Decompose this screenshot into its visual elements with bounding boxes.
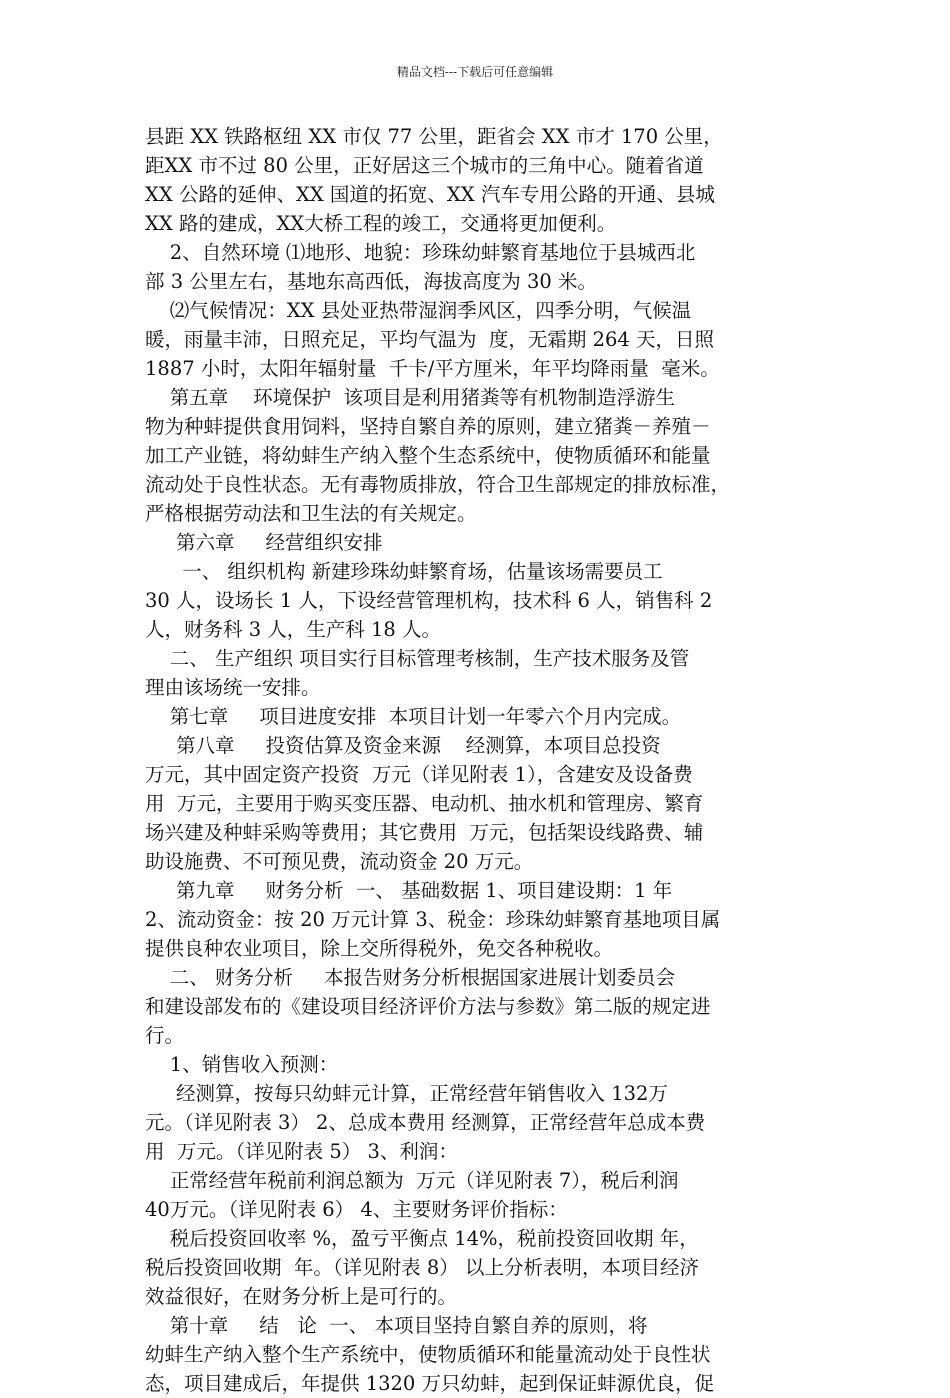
text-line: 40万元。（详见附表 6） 4、主要财务评价指标： xyxy=(145,1198,568,1221)
text-line: 2、自然环境 ⑴地形、地貌：珍珠幼蚌繁育基地位于县城西北 xyxy=(145,241,696,264)
text-line: 人，财务科 3 人，生产科 18 人。 xyxy=(145,618,442,641)
text-line: 二、 生产组织 项目实行目标管理考核制，生产技术服务及管 xyxy=(145,647,690,670)
text-line: 效益很好，在财务分析上是可行的。 xyxy=(145,1285,458,1308)
text-line: 1、销售收入预测： xyxy=(145,1053,339,1076)
chapter-6-heading: 第六章 经营组织安排 xyxy=(145,531,383,554)
text-line: 用 万元，主要用于购买变压器、电动机、抽水机和管理房、繁育 xyxy=(145,792,704,815)
text-line: 暖，雨量丰沛，日照充足，平均气温为 度，无霜期 264 天，日照 xyxy=(145,328,715,351)
text-line: 理由该场统一安排。 xyxy=(145,676,321,699)
text-line: XX 路的建成，XX大桥工程的竣工，交通将更加便利。 xyxy=(145,212,617,235)
text-line: 元。（详见附表 3） 2、总成本费用 经测算，正常经营年总成本费 xyxy=(145,1111,706,1134)
text-line: ⑵气候情况：XX 县处亚热带湿润季风区，四季分明，气候温 xyxy=(145,299,692,322)
text-line: 幼蚌生产纳入整个生产系统中，使物质循环和能量流动处于良性状 xyxy=(145,1343,711,1366)
text-line: 行。 xyxy=(145,1024,185,1047)
text-line: 县距 XX 铁路枢纽 XX 市仅 77 公里，距省会 XX 市才 170 公里， xyxy=(145,125,723,148)
text-line: 用 万元。（详见附表 5） 3、利润： xyxy=(145,1140,458,1163)
text-line: 提供良种农业项目，除上交所得税外，免交各种税收。 xyxy=(145,937,614,960)
text-line: 正常经营年税前利润总额为 万元（详见附表 7），税后利润 xyxy=(145,1169,679,1192)
text-line: 税后投资回收期 年。（详见附表 8） 以上分析表明，本项目经济 xyxy=(145,1256,699,1279)
text-line: 税后投资回收率 %，盈亏平衡点 14%，税前投资回收期 年， xyxy=(145,1227,699,1250)
text-line: 和建设部发布的《建设项目经济评价方法与参数》第二版的规定进 xyxy=(145,995,711,1018)
text-line: 距XX 市不过 80 公里，正好居这三个城市的三角中心。随着省道 xyxy=(145,154,704,177)
text-line: 部 3 公里左右，基地东高西低，海拔高度为 30 米。 xyxy=(145,270,598,293)
text-line: 30 人，设场长 1 人，下设经营管理机构，技术科 6 人，销售科 2 xyxy=(145,589,713,612)
chapter-9-line: 第九章 财务分析 一、 基础数据 1、项目建设期：1 年 xyxy=(145,879,673,902)
chapter-8-line: 第八章 投资估算及资金来源 经测算，本项目总投资 xyxy=(145,734,661,757)
text-line: 严格根据劳动法和卫生法的有关规定。 xyxy=(145,502,477,525)
text-line: 万元，其中固定资产投资 万元（详见附表 1），含建安及设备费 xyxy=(145,763,693,786)
document-body xyxy=(145,122,810,1398)
text-line: XX 公路的延伸、XX 国道的拓宽、XX 汽车专用公路的开通、县城 xyxy=(145,183,715,206)
text-line: 物为种蚌提供食用饲料，坚持自繁自养的原则，建立猪粪－养殖－ xyxy=(145,415,711,438)
chapter-7-line: 第七章 项目进度安排 本项目计划一年零六个月内完成。 xyxy=(145,705,682,728)
text-line: 流动处于良性状态。无有毒物质排放，符合卫生部规定的排放标准， xyxy=(145,473,731,496)
text-line: 一、 组织机构 新建珍珠幼蚌繁育场，估量该场需要员工 xyxy=(145,560,663,583)
chapter-5-line: 第五章 环境保护 该项目是利用猪粪等有机物制造浮游生 xyxy=(145,386,675,409)
text-line: 场兴建及种蚌采购等费用；其它费用 万元，包括架设线路费、辅 xyxy=(145,821,704,844)
text-line: 2、流动资金：按 20 万元计算 3、税金：珍珠幼蚌繁育基地项目属 xyxy=(145,908,721,931)
text-line: 态，项目建成后，年提供 1320 万只幼蚌，起到保证蚌源优良，促 xyxy=(145,1372,715,1395)
text-line: 加工产业链，将幼蚌生产纳入整个生态系统中，使物质循环和能量 xyxy=(145,444,711,467)
text-line: 1887 小时，太阳年辐射量 千卡/平方厘米，年平均降雨量 毫米。 xyxy=(145,357,720,380)
text-line: 经测算，按每只幼蚌元计算，正常经营年销售收入 132万 xyxy=(145,1082,668,1105)
chapter-10-line: 第十章 结 论 一、 本项目坚持自繁自养的原则，将 xyxy=(145,1314,648,1337)
text-line: 助设施费、不可预见费，流动资金 20 万元。 xyxy=(145,850,534,873)
text-line: 二、 财务分析 本报告财务分析根据国家进展计划委员会 xyxy=(145,966,675,989)
page-header: 精品文档---下载后可任意编辑 xyxy=(396,65,554,79)
